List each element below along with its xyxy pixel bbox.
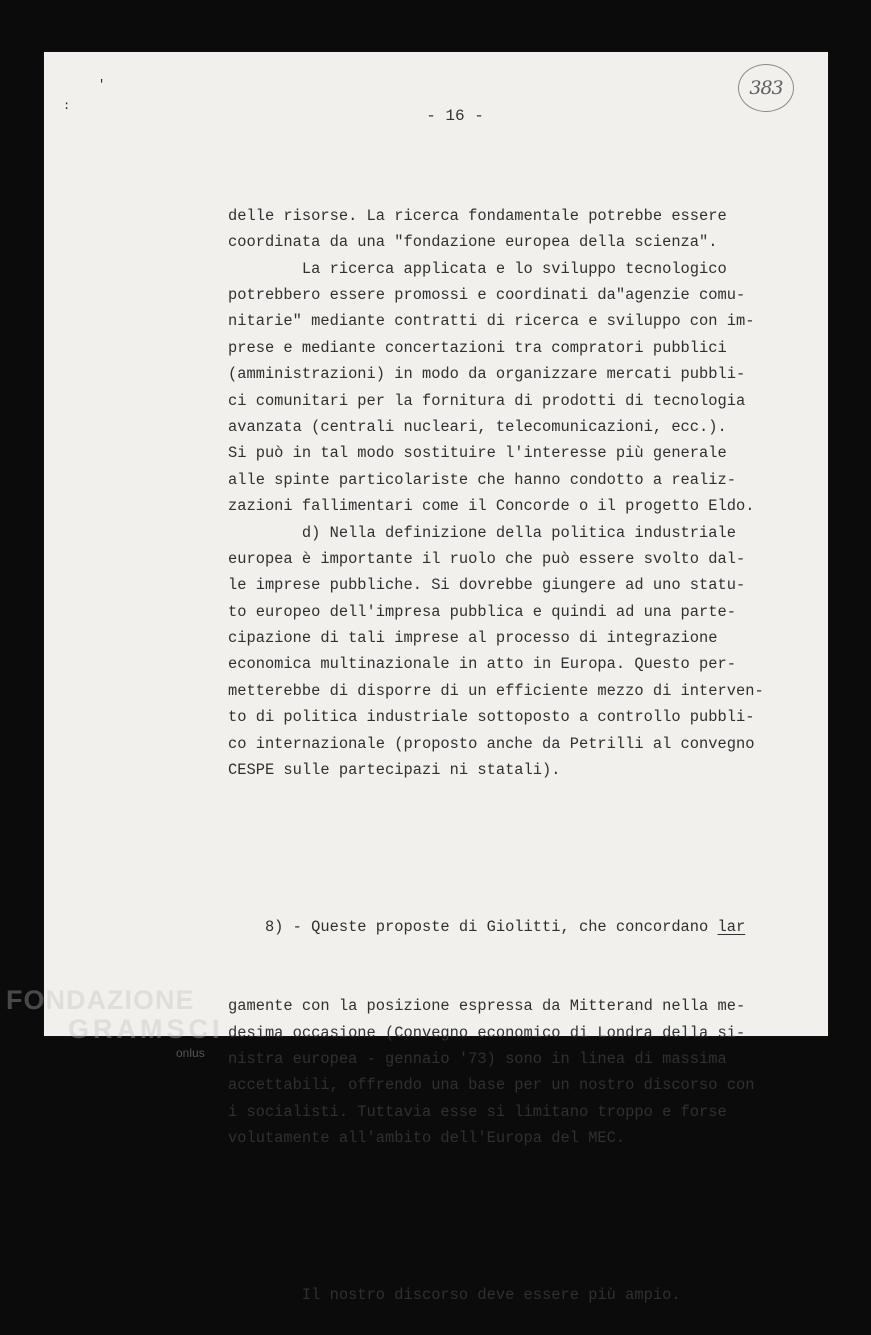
paragraph-block-1 [228, 203, 788, 784]
text-line: accettabili, offrendo una base per un nostro discorso con [228, 1076, 755, 1095]
text-line: volutamente all'ambito dell'Europa del MEC. [228, 1129, 626, 1148]
text-line: cipazione di tali imprese al processo di integrazione [228, 629, 718, 648]
text-line: nitarie" mediante contratti di ricerca e sviluppo con im- [228, 312, 755, 331]
document-body [228, 150, 788, 1335]
text-line: zazioni fallimentari come il Concorde o il progetto Eldo. [228, 497, 755, 516]
text-line: to di politica industriale sottoposto a controllo pubbli- [228, 708, 755, 727]
ink-mark: ' [98, 78, 106, 92]
closing-line: Il nostro discorso deve essere più ampio. [228, 1286, 681, 1305]
text-line: potrebbero essere promossi e coordinati da"agenzie comu- [228, 285, 746, 304]
text-line: economica multinazionale in atto in Europa. Questo per- [228, 655, 736, 674]
text-line: nistra europea - gennaio '73) sono in linea di massima [228, 1050, 727, 1069]
watermark-line-1: FONDAZIONE [6, 985, 195, 1015]
text-line: (amministrazioni) in modo da organizzare mercati pubbli- [228, 365, 746, 384]
text-line: le imprese pubbliche. Si dovrebbe giungere ad uno statu- [228, 576, 746, 595]
text-line: d) Nella definizione della politica industriale [228, 523, 736, 542]
ink-mark: : [63, 99, 71, 113]
watermark-line-2: GRAMSCI [68, 1014, 224, 1044]
page-number: - 16 - [426, 107, 484, 125]
text-line: La ricerca applicata e lo sviluppo tecnologico [228, 259, 727, 278]
underlined-fragment: lar [717, 918, 746, 937]
text-line: CESPE sulle partecipazi ni statali). [228, 761, 561, 780]
text-line: metterebbe di disporre di un efficiente mezzo di interven- [228, 681, 764, 700]
text-line: prese e mediante concertazioni tra compratori pubblici [228, 338, 727, 357]
text-line: alle spinte particolariste che hanno condotto a realiz- [228, 470, 736, 489]
text-line: i socialisti. Tuttavia esse si limitano troppo e forse [228, 1102, 727, 1121]
section-8-text: 8) - Queste proposte di Giolitti, che concordano [228, 918, 718, 937]
text-line: europea è importante il ruolo che può essere svolto dal- [228, 549, 746, 568]
text-line: avanzata (centrali nucleari, telecomunicazioni, ecc.). [228, 417, 727, 436]
watermark-logo [6, 985, 224, 1043]
text-line: desima occasione (Convegno economico di Londra della si- [228, 1023, 746, 1042]
text-line: Si può in tal modo sostituire l'interesse più generale [228, 444, 727, 463]
watermark-line-3: onlus [176, 1046, 205, 1060]
text-line: delle risorse. La ricerca fondamentale potrebbe essere [228, 206, 727, 225]
text-line: gamente con la posizione espressa da Mitterand nella me- [228, 997, 746, 1016]
text-line: ci comunitari per la fornitura di prodotti di tecnologia [228, 391, 746, 410]
archive-number-stamp [738, 64, 794, 112]
text-line: to europeo dell'impresa pubblica e quindi ad una parte- [228, 602, 736, 621]
text-line: coordinata da una "fondazione europea della scienza". [228, 233, 718, 252]
text-line: co internazionale (proposto anche da Petrilli al convegno [228, 734, 755, 753]
paragraph-block-2 [228, 993, 788, 1151]
section-8-first-line [228, 914, 788, 940]
archive-number: 383 [749, 77, 783, 99]
